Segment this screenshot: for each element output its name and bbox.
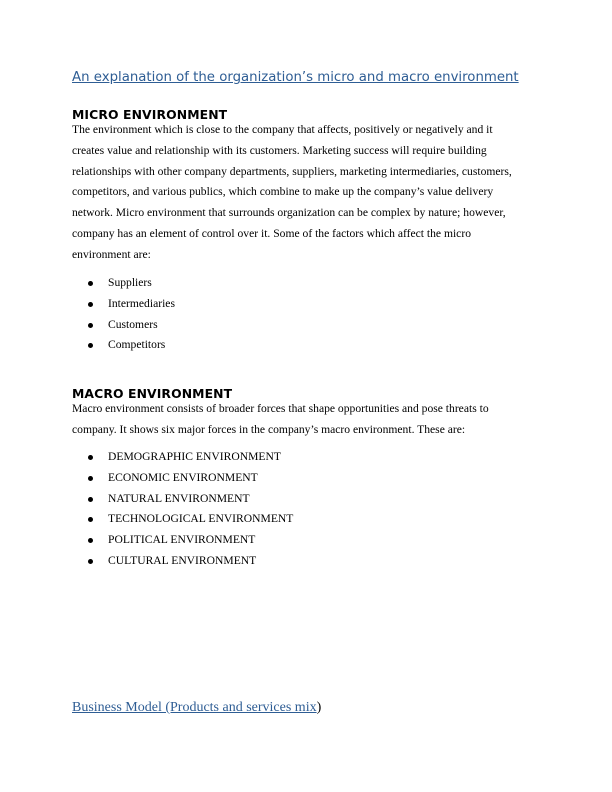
document-title-link[interactable]: An explanation of the organization’s micro and macro environment (72, 70, 519, 85)
macro-environment-heading: MACRO ENVIRONMENT (72, 386, 233, 401)
paragraph-line: Macro environment consists of broader forces that shape opportunities and pose threats to (72, 402, 489, 415)
paragraph-line: competitors, and various publics, which combine to make up the company’s value delivery (72, 185, 494, 199)
bullet-icon (88, 559, 93, 564)
bullet-icon (88, 517, 93, 522)
bullet-icon (88, 302, 93, 307)
bullet-icon (88, 455, 93, 460)
paragraph-line: company. It shows six major forces in the company’s macro environment. These are: (72, 422, 466, 436)
bullet-icon (88, 281, 93, 286)
micro-environment-paragraph (72, 120, 542, 266)
paragraph-line: creates value and relationship with its customers. Marketing success will require building (72, 143, 487, 157)
business-model-heading (72, 700, 321, 716)
bullet-icon (88, 476, 93, 481)
closing-paren: ) (316, 700, 322, 715)
macro-environment-paragraph (72, 399, 542, 441)
bullet-icon (88, 323, 93, 328)
paragraph-line: company has an element of control over it. Some of the factors which affect the micro (72, 226, 471, 240)
business-model-link[interactable]: Business Model (Products and services mix (72, 700, 317, 715)
bullet-icon (88, 343, 93, 348)
paragraph-line: relationships with other company departments, suppliers, marketing intermediaries, customers, (72, 164, 512, 178)
paragraph-line: network. Micro environment that surrounds organization can be complex by nature; however, (72, 206, 506, 220)
micro-environment-heading: MICRO ENVIRONMENT (72, 107, 228, 122)
document-page: An explanation of the organization’s micro and macro environment MICRO ENVIRONMENT The environment which is close to the company that affects, positively or negatively and it creates value and relationship with its customers. Marketing success will require building relationships with other company departments, suppliers, marketing intermediaries, customers, competitors, and various publics, which combine to make up the company’s value delivery network. Micro environment that surrounds organization can be complex by nature; however, company has an element of control over it. Some of the factors which affect the micro environment are: Suppliers Intermediaries Customers Competitors MACRO ENVIRONMENT Macro environment consists of broader forces that shape opportunities and pose threats to company. It shows six major forces in the company’s macro environment. These are: DEMOGRAPHIC ENVIRONMENT ECONOMIC ENVIRONMENT NATURAL ENVIRONMENT TECHNOLOGICAL ENVIRONMENT POLITICAL ENVIRONMENT CULTURAL ENVIRONMENT Business Model (Products and services mix) (0, 0, 612, 792)
paragraph-line: The environment which is close to the company that affects, positively or negatively and it (72, 123, 493, 136)
bullet-icon (88, 538, 93, 543)
bullet-icon (88, 497, 93, 502)
paragraph-line: environment are: (72, 247, 151, 261)
